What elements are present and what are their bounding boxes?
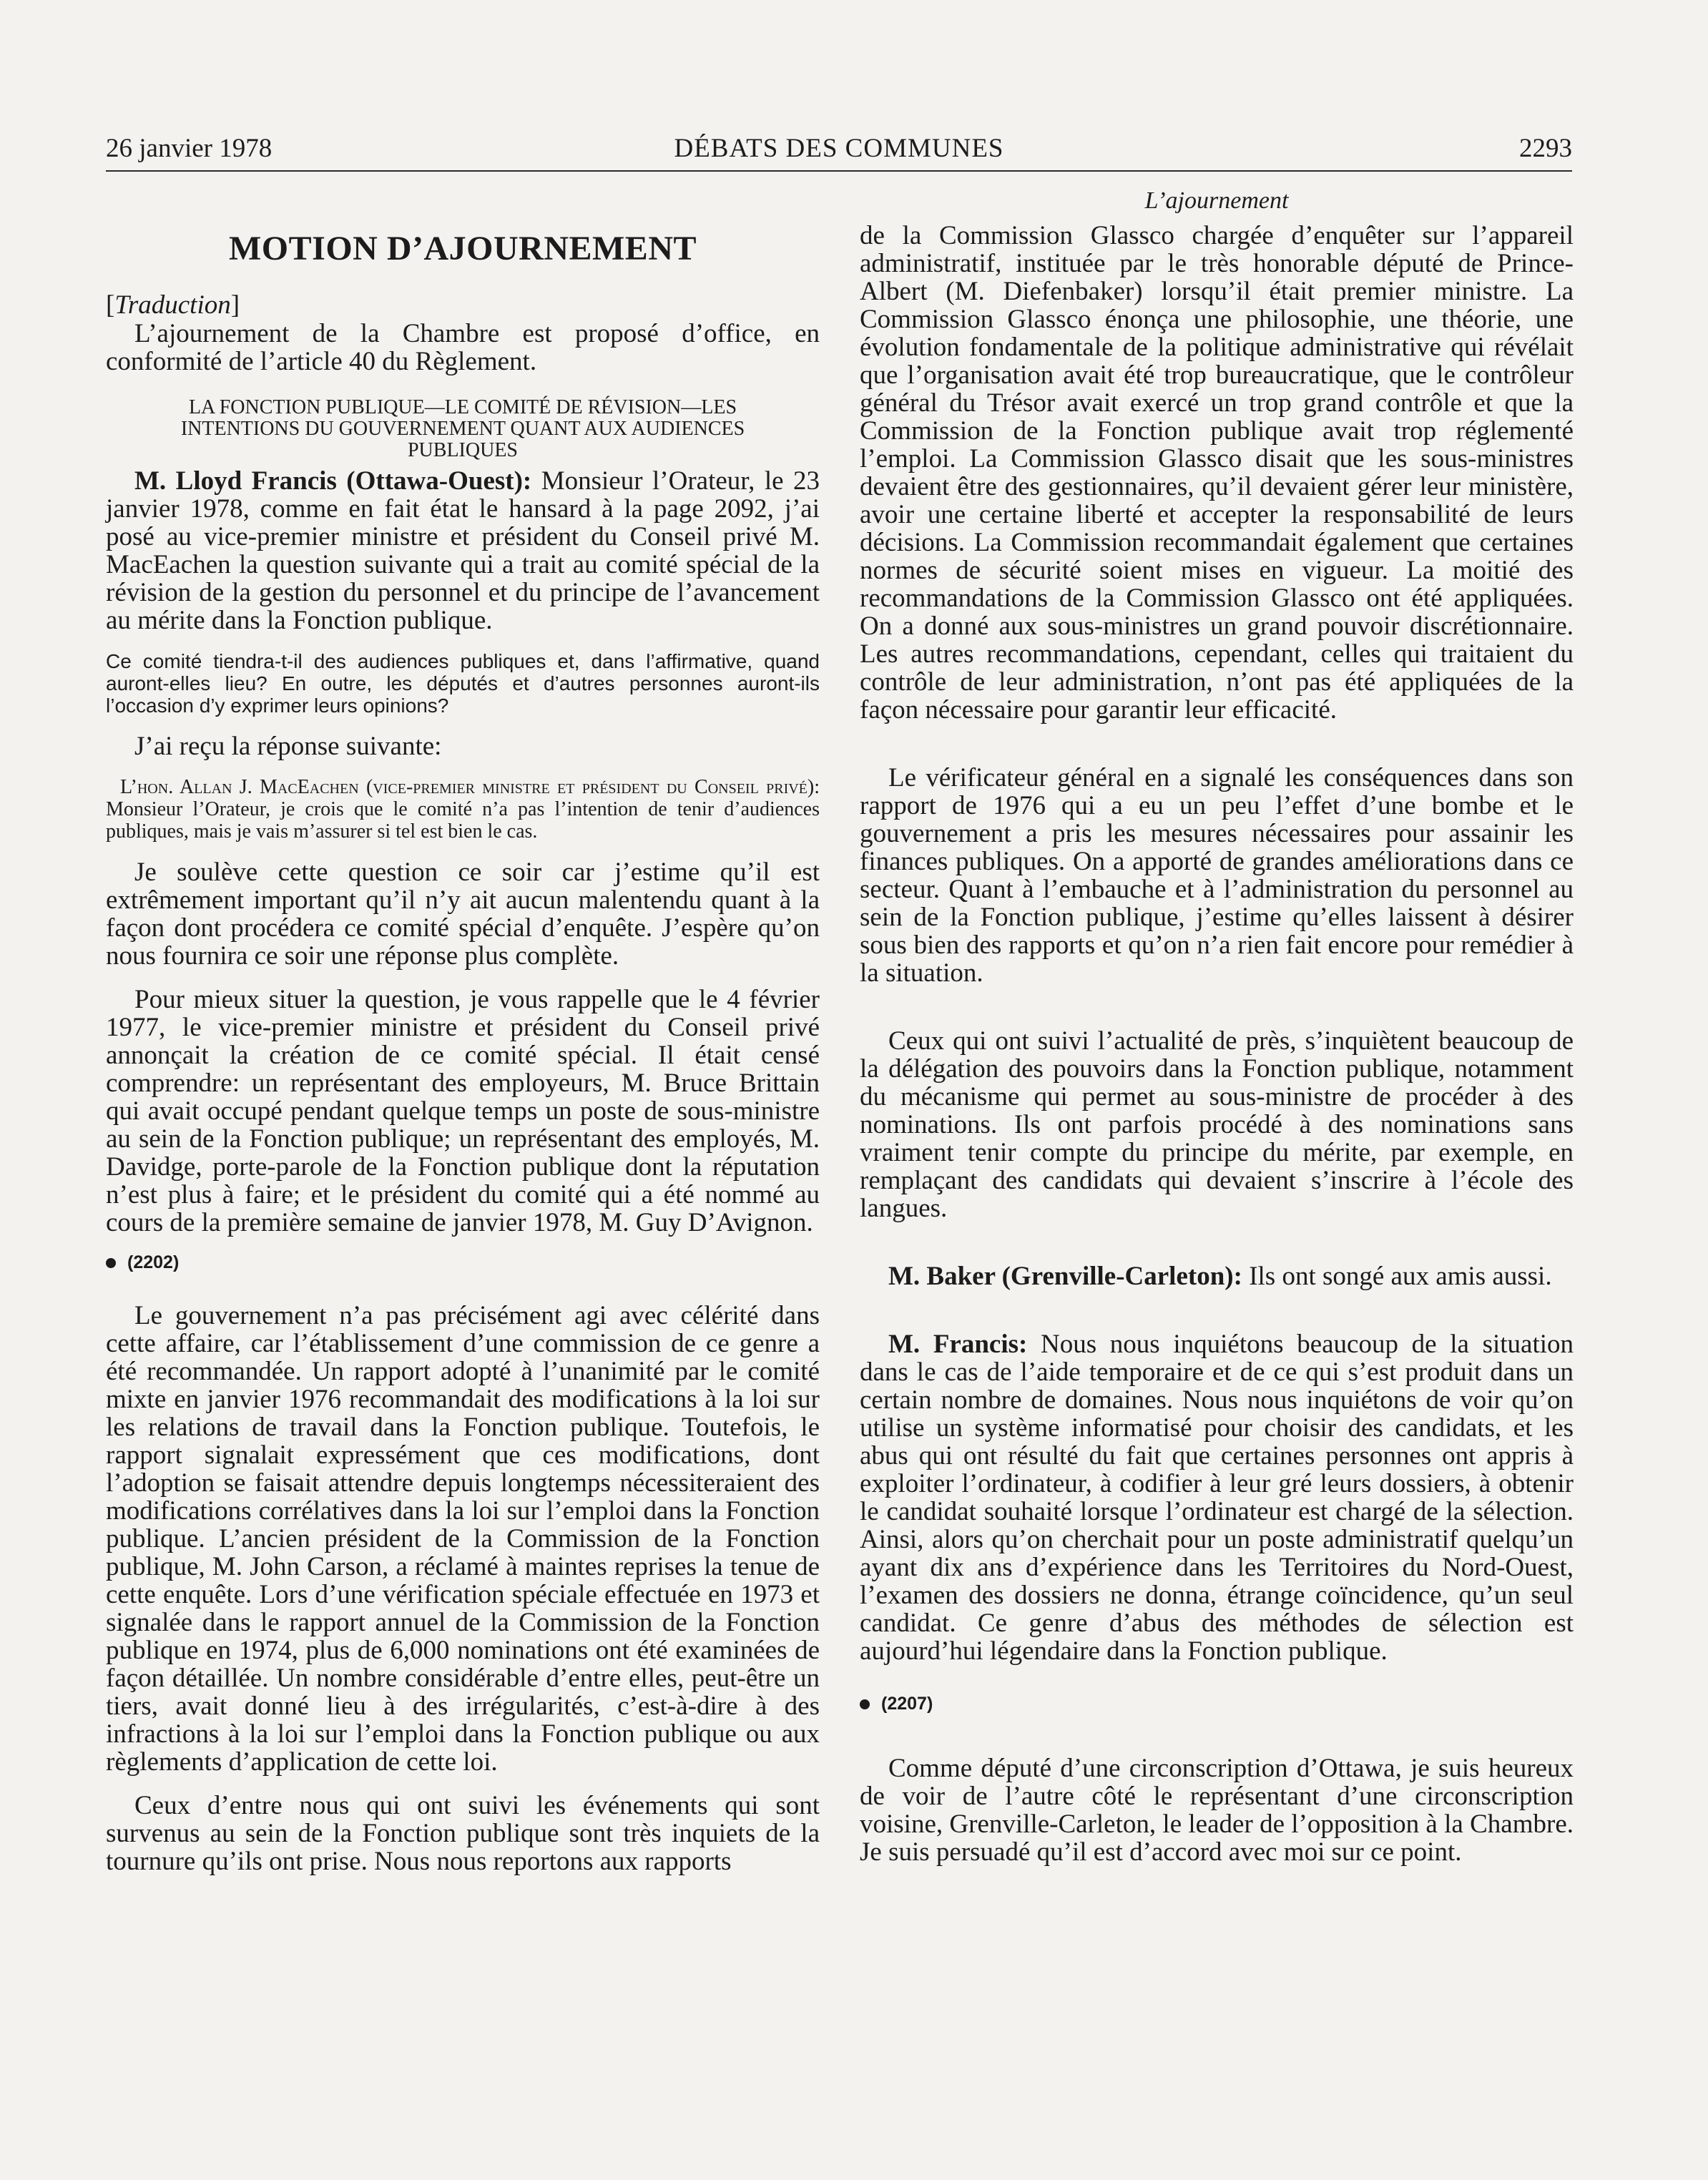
header-title: DÉBATS DES COMMUNES	[674, 134, 1004, 163]
paragraph: Le vérificateur général en a signalé les conséquences dans son rapport de 1976 qui a eu un peu l’effet d’une bombe et le gouvernement a pris les mesures nécessaires pour assainir les finances publiques. On a apporté de grandes améliorations dans ce secteur. Quant à l’embauche et à l’administration du personnel au sein de la Fonction publique, j’estime qu’elles laissent à désirer sous bien des rapports et qu’on n’a rien fait encore pour remédier à la situation.	[860, 763, 1574, 988]
speaker-baker: M. Baker (Grenville-Carleton):	[888, 1262, 1242, 1291]
motion-title: MOTION D’AJOURNEMENT	[229, 230, 697, 267]
paragraph: Le gouvernement n’a pas précisément agi avec célérité dans cette affaire, car l’établissement d’une commission de ce genre a été recommandée. Un rapport adopté à l’unanimité par le comité mixte en janvier 1976 recommandait des modifications à la loi sur les relations de travail dans la Fonction publique. Toutefois, le rapport signalait expressément que ces modifications, dont l’adoption se faisait attendre depuis longtemps nécessiteraient des modifications corrélatives dans la loi sur l’emploi dans la Fonction publique. L’ancien président de la Commission de la Fonction publique, M. John Carson, a réclamé à maintes reprises la tenue de cette enquête. Lors d’une vérification spéciale effectuée en 1973 et signalée dans le rapport annuel de la Commission de la Fonction publique en 1974, plus de 6,000 nominations ont été examinées de façon détaillée. Un nombre considérable d’entre elles, peut-être un tiers, avait donné lieu à des irrégularités, c’est-à-dire à des infractions à la loi sur l’emploi dans la Fonction publique ou aux règlements d’application de cette loi.	[106, 1301, 820, 1777]
paragraph: Pour mieux situer la question, je vous rappelle que le 4 février 1977, le vice-premier ministre et président du Conseil privé annonçait la création de ce comité spécial. Il était censé comprendre: un représentant des employeurs, M. Bruce Brittain qui avait occupé pendant quelque temps un poste de sous-ministre au sein de la Fonction publique; un représentant des employés, M. Davidge, porte-parole de la Fonction publique dont la réputation n’est plus à faire; et le président du comité qui a été nommé au cours de la première semaine de janvier 1978, M. Guy D’Avignon.	[106, 985, 820, 1237]
speaker-francis: M. Lloyd Francis (Ottawa-Ouest):	[134, 466, 532, 496]
paragraph-text: Monsieur l’Orateur, le 23 janvier 1978, comme en fait état le hansard à la page 2092, j’ai posé au vice-premier ministre et président du Conseil privé M. MacEachen la question suivante qui a trait au comité spécial de la révision de la gestion du personnel et du principe de l’avancement au mérite dans la Fonction publique.	[106, 466, 820, 635]
left-column	[106, 187, 820, 1875]
time-marker	[106, 1252, 820, 1273]
paragraph-text: Ils ont songé aux amis aussi.	[1249, 1262, 1552, 1291]
translation-note: [Traduction]	[106, 290, 240, 320]
section-subhead: LA FONCTION PUBLIQUE—LE COMITÉ DE RÉVISION—LES INTENTIONS DU GOUVERNEMENT QUANT AUX AUDIENCES PUBLIQUES	[180, 396, 745, 461]
paragraph: de la Commission Glassco chargée d’enquêter sur l’appareil administratif, instituée par le très honorable député de Prince-Albert (M. Diefenbaker) lorsqu’il était premier ministre. La Commission Glassco énonça une philosophie, une théorie, une évolution fondamentale de la politique administrative qui révélait que l’organisation avait été trop bureaucratique, que le contrôleur général du Trésor avait exercé un trop grand contrôle et que la Commission de la Fonction publique avait trop réglementé l’emploi. La Commission Glassco disait que les sous-ministres devaient être des gestionnaires, qu’il devaient gérer leur ministère, avoir une certaine liberté et accepter la responsabilité de leurs décisions. La Commission recommandait également que certaines normes de sécurité soient mises en vigueur. La moitié des recommandations de la Commission Glassco ont été appliquées. On a donné aux sous-ministres un grand pouvoir discrétionnaire. Les autres recommandations, cependant, celles qui traitaient du contrôle de leur administration, n’ont pas été appliquées de la façon nécessaire pour garantir leur efficacité.	[860, 221, 1574, 725]
answer-paragraph	[106, 776, 820, 843]
page-number: 2293	[1519, 134, 1572, 163]
bullet-icon	[106, 1258, 116, 1268]
page-header	[106, 133, 1572, 172]
time-marker-text: (2202)	[127, 1252, 180, 1272]
running-head: L’ajournement	[1144, 187, 1289, 214]
time-marker-text: (2207)	[881, 1694, 933, 1714]
speaker-maceachen: L’hon. Allan J. MacEachen (vice-premier ministre et président du Conseil privé):	[120, 776, 820, 798]
paragraph-francis	[860, 1330, 1574, 1665]
paragraph: Ceux qui ont suivi l’actualité de près, s’inquiètent beaucoup de la délégation des pouvoirs dans la Fonction publique, notamment du mécanisme qui permet au sous-ministre de procéder à des nominations. Ils ont parfois procédé à des nominations sans vraiment tenir compte du principe du mérite, par exemple, en remplaçant des candidats qui devaient s’inscrire à l’école des langues.	[860, 1026, 1574, 1223]
reply-intro: J’ai reçu la réponse suivante:	[134, 732, 442, 761]
quoted-question: Ce comité tiendra-t-il des audiences publiques et, dans l’affirmative, quand auront-elles lieu? En outre, les députés et d’autres personnes auront-ils l’occasion d’y exprimer leurs opinions?	[106, 650, 820, 717]
answer-text: Monsieur l’Orateur, je crois que le comité n’a pas l’intention de tenir d’audiences publiques, mais je vais m’assurer si tel est bien le cas.	[106, 798, 820, 843]
speaker-francis: M. Francis:	[888, 1330, 1028, 1359]
right-column	[860, 187, 1574, 1866]
time-marker	[860, 1694, 1574, 1714]
bullet-icon	[860, 1699, 870, 1709]
header-date: 26 janvier 1978	[106, 134, 273, 163]
paragraph-baker	[860, 1262, 1574, 1290]
paragraph-francis-question	[106, 467, 820, 634]
intro-paragraph: L’ajournement de la Chambre est proposé d’office, en conformité de l’article 40 du Règlement.	[106, 319, 820, 376]
paragraph: Je soulève cette question ce soir car j’estime qu’il est extrêmement important qu’il n’y ait aucun malentendu quant à la façon dont procédera ce comité spécial d’enquête. J’espère qu’on nous fournira ce soir une réponse plus complète.	[106, 858, 820, 971]
paragraph: Ceux d’entre nous qui ont suivi les événements qui sont survenus au sein de la Fonction publique sont très inquiets de la tournure qu’ils ont prise. Nous nous reportons aux rapports	[106, 1791, 820, 1876]
paragraph-text: Nous nous inquiétons beaucoup de la situation dans le cas de l’aide temporaire et de ce qui s’est produit dans un certain nombre de domaines. Nous nous inquiétons de voir qu’on utilise un système informatisé pour choisir des candidats, et les abus qui ont résulté du fait que certaines personnes ont appris à exploiter l’ordinateur, à codifier à leur gré leurs dossiers, à obtenir le candidat souhaité lorsque l’ordinateur est chargé de la sélection. Ainsi, alors qu’on cherchait pour un poste administratif quelqu’un ayant dix ans d’expérience dans les Territoires du Nord-Ouest, l’examen des dossiers ne donna, étrange coïncidence, qu’un seul candidat. Ce genre d’abus des méthodes de sélection est aujourd’hui légendaire dans la Fonction publique.	[860, 1330, 1574, 1666]
translation-label: Traduction	[114, 290, 231, 320]
paragraph: Comme député d’une circonscription d’Ottawa, je suis heureux de voir de l’autre côté le représentant d’une circonscription voisine, Grenville-Carleton, le leader de l’opposition à la Chambre. Je suis persuadé qu’il est d’accord avec moi sur ce point.	[860, 1754, 1574, 1867]
